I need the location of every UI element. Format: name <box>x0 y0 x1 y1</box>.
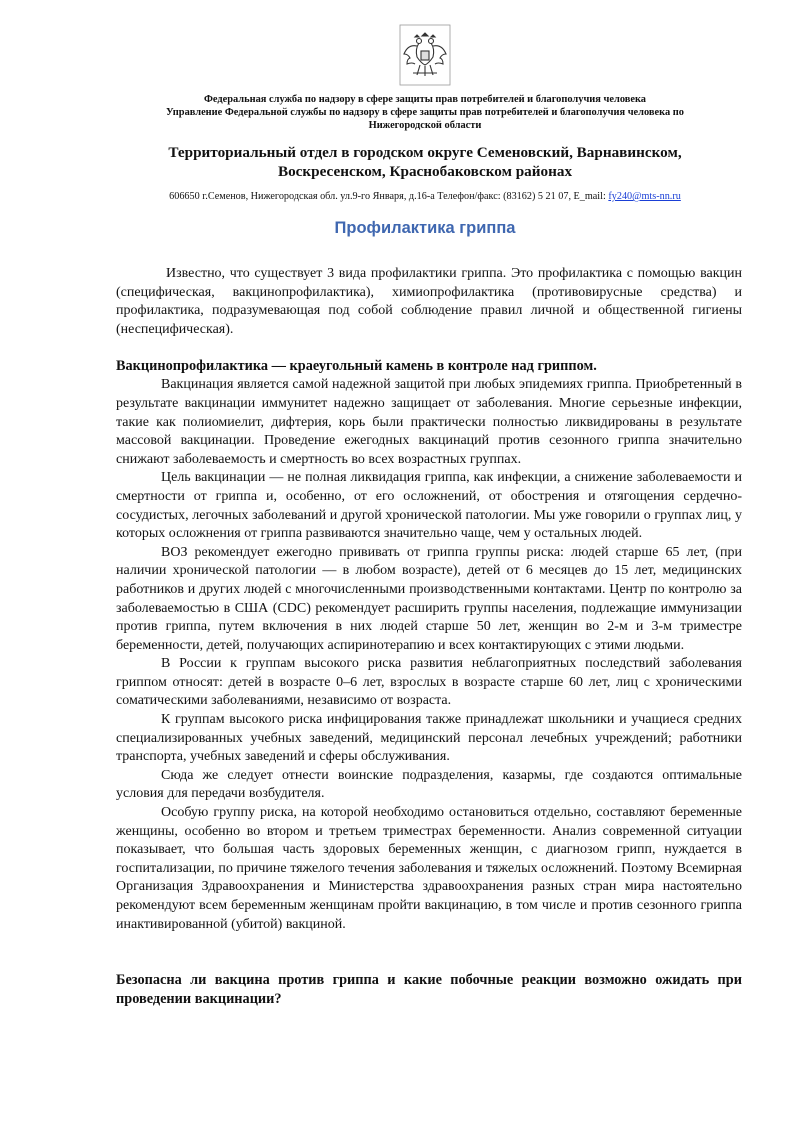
intro-paragraph: Известно, что существует 3 вида профилактики гриппа. Это профилактика с помощью вакцин (специфическая, вакцинопрофилактика), химиопрофилактика (противовирусные средства) и профилактика, подразумевающая под собой соблюдение правил личной и общественной гигиены (неспецифическая). <box>116 266 742 337</box>
contact-line <box>60 190 790 203</box>
document-title: Профилактика гриппа <box>334 219 516 237</box>
paragraph: Вакцинация является самой надежной защитой при любых эпидемиях гриппа. Приобретенный в результате вакцинации иммунитет надежно защищает от заболевания. Многие серьезные инфекции, такие как полиомиелит, дифтерия, корь были практически полностью ликвидированы в результате массовой вакцинации. Проведение ежегодных вакцинаций против сезонного гриппа значительно снижают заболеваемость и смертность во всех возрастных группах. <box>116 377 742 467</box>
contact-address: 606650 г.Семенов, Нижегородская обл. ул.9-го Января, д.16-а Телефон/факс: (83162) 5 21 07, E_mail: <box>169 191 609 202</box>
document-body <box>116 265 742 1009</box>
directorate-name-line2: Нижегородской области <box>368 120 482 131</box>
paragraph: Цель вакцинации — не полная ликвидация гриппа, как инфекции, а снижение заболеваемости и смертности от гриппа и, особенно, от его осложнений, от обострения и отягощения сердечно-сосудистых, легочных заболеваний и другой хронической патологии. Мы уже говорили о группах лиц, у которых осложнения от гриппа развиваются значительно чаще, чем у остальных людей. <box>116 470 742 542</box>
section-heading-vaccination: Вакцинопрофилактика — краеугольный камень в контроле над гриппом. <box>116 358 597 375</box>
section-heading-safety: Безопасна ли вакцина против гриппа и какие побочные реакции возможно ожидать при проведении вакцинации? <box>116 972 742 1008</box>
paragraph: В России к группам высокого риска развития неблагоприятных последствий заболевания гриппом относят: детей в возрасте 0–6 лет, взрослых в возрасте старше 60 лет, лиц с хроническими соматическими заболеваниями, независимо от возраста. <box>116 656 742 709</box>
email-link[interactable]: fy240@mts-nn.ru <box>608 191 681 202</box>
agency-name: Федеральная служба по надзору в сфере защиты прав потребителей и благополучия человека <box>203 94 647 105</box>
department-name-line1: Территориальный отдел в городском округе Семеновский, Варнавинском, <box>168 144 682 161</box>
russian-coat-of-arms-icon <box>399 24 451 86</box>
paragraph: Особую группу риска, на которой необходимо остановиться отдельно, составляют беременные женщины, особенно во втором и третьем триместрах беременности. Анализ современной ситуации показывает, что большая часть здоровых беременных женщин, с диагнозом грипп, нуждается в госпитализации, по причине тяжелого течения заболевания и тяжелых осложнений. Поэтому Всемирная Организация Здравоохранения и Министерства здравоохранения разных стран мира настоятельно рекомендуют всем беременным женщинам пройти вакцинацию, в том числе и против сезонного гриппа инактивированной (убитой) вакциной. <box>116 805 742 932</box>
paragraph: К группам высокого риска инфицирования также принадлежат школьники и учащиеся средних специализированных учебных заведений, медицинский персонал лечебных учреждений; работники транспорта, учебных заведений и сферы обслуживания. <box>116 712 742 765</box>
directorate-name-line1: Управление Федеральной службы по надзору в сфере защиты прав потребителей и благополучия человека по <box>166 107 684 118</box>
paragraph: Сюда же следует отнести воинские подразделения, казармы, где создаются оптимальные условия для передачи возбудителя. <box>116 767 742 802</box>
department-name-line2: Воскресенском, Краснобаковском районах <box>277 163 573 180</box>
paragraph: ВОЗ рекомендует ежегодно прививать от гриппа группы риска: людей старше 65 лет, (при наличии хронической патологии — в любом возрасте), детей от 6 месяцев до 15 лет, медицинских работников и других людей с многочисленными производственными контактами. Центр по контролю за заболеваемостью в США (CDC) рекомендует расширить группы населения, подлежащие иммунизации против гриппа, путем включения в них людей старше 50 лет, женщин во 2-м и 3-м триместре беременности, детей, получающих аспиринотерапию и всех контактирующих с этими людьми. <box>116 544 742 653</box>
